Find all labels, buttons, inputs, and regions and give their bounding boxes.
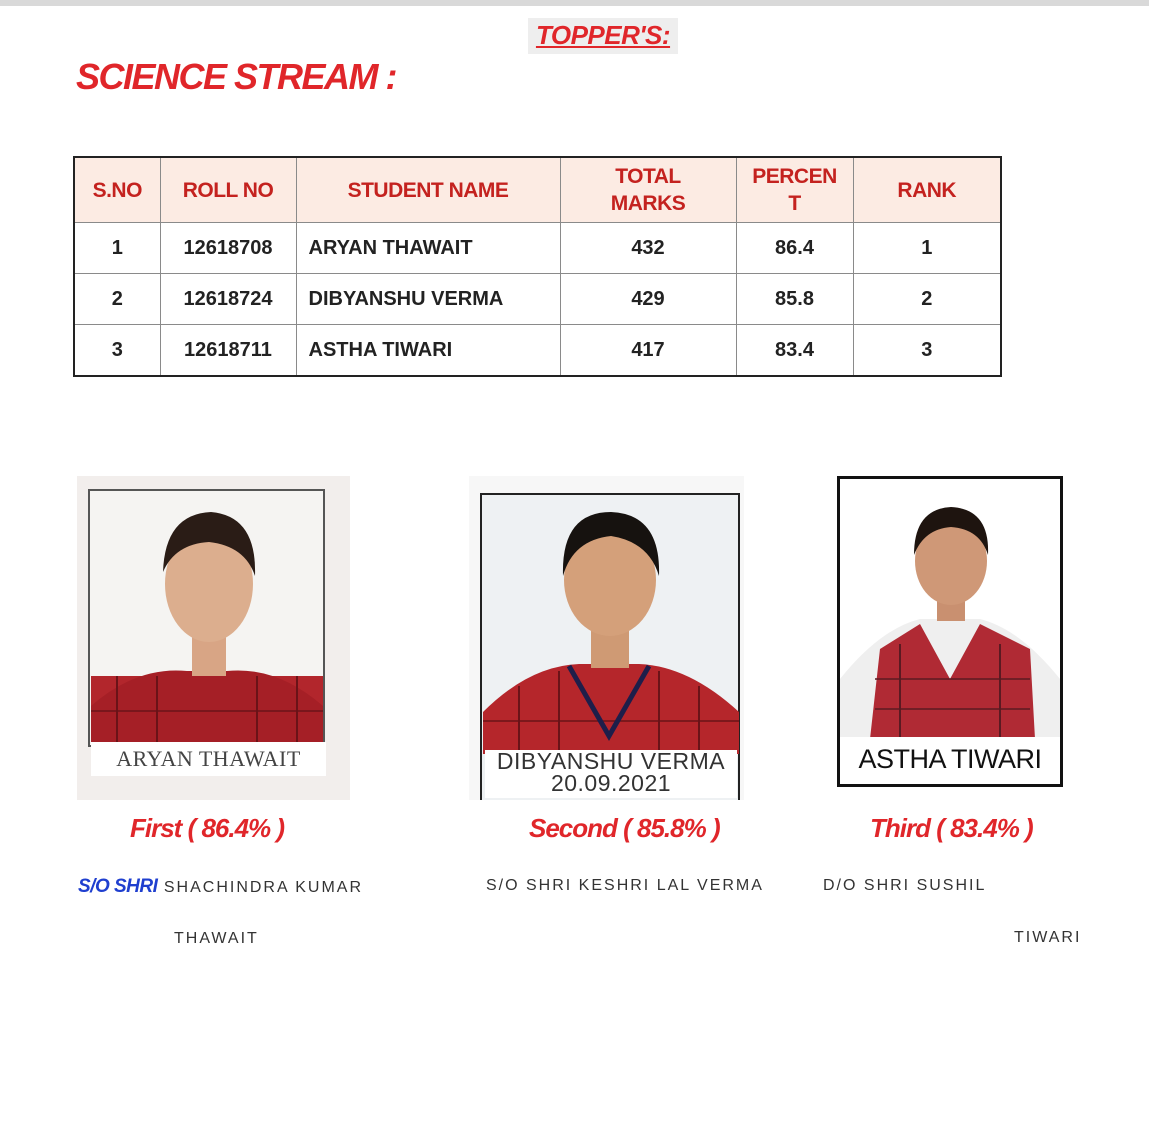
header-sno: S.NO [74,157,160,223]
cell-student-name: DIBYANSHU VERMA [296,274,560,325]
photo-date-2: 20.09.2021 [550,770,672,796]
photo-name-2: DIBYANSHU VERMA [496,748,726,774]
cell-sno: 2 [74,274,160,325]
parent-info-1 [78,876,363,898]
table-row [74,223,1001,274]
cell-total-marks: 432 [560,223,736,274]
cell-roll-no: 12618708 [160,223,296,274]
cell-sno: 1 [74,223,160,274]
caption-first: First ( 86.4% ) [130,813,285,843]
parent-info-2: S/O SHRI KESHRI LAL VERMA [486,877,764,894]
student-portrait-3 [840,479,1060,739]
cell-percent: 83.4 [736,325,853,377]
top-border [0,0,1149,6]
results-table [73,156,1002,377]
parent-name-1: SHACHINDRA KUMAR [163,879,363,896]
table-row [74,274,1001,325]
table-header-row [74,157,1001,223]
student-photo-1 [77,476,350,800]
cell-total-marks: 417 [560,325,736,377]
toppers-heading: TOPPER'S: [528,18,678,54]
table-row [74,325,1001,377]
cell-total-marks: 429 [560,274,736,325]
parent-info-3: D/O SHRI SUSHIL [823,877,987,894]
header-roll-no: ROLL NO [160,157,296,223]
photo-label-3: ASTHA TIWARI [840,737,1060,781]
header-percent: PERCEN T [736,157,853,223]
cell-roll-no: 12618711 [160,325,296,377]
header-student-name: STUDENT NAME [296,157,560,223]
caption-second: Second ( 85.8% ) [529,813,720,843]
cell-roll-no: 12618724 [160,274,296,325]
cell-rank: 1 [853,223,1001,274]
parent-info-3-line2: TIWARI [1014,929,1082,946]
parent-info-1-line2: THAWAIT [174,930,259,947]
parent-prefix-1: S/O SHRI [78,876,158,897]
cell-percent: 86.4 [736,223,853,274]
cell-rank: 3 [853,325,1001,377]
cell-rank: 2 [853,274,1001,325]
student-photo-2 [469,476,744,800]
cell-student-name: ARYAN THAWAIT [296,223,560,274]
cell-student-name: ASTHA TIWARI [296,325,560,377]
cell-sno: 3 [74,325,160,377]
student-photo-3 [837,476,1063,787]
header-rank: RANK [853,157,1001,223]
caption-third: Third ( 83.4% ) [870,813,1033,843]
header-total-marks: TOTAL MARKS [560,157,736,223]
cell-percent: 85.8 [736,274,853,325]
photo-label-1: ARYAN THAWAIT [91,742,326,776]
photo-label-2 [485,750,737,798]
stream-title: SCIENCE STREAM : [76,56,397,97]
